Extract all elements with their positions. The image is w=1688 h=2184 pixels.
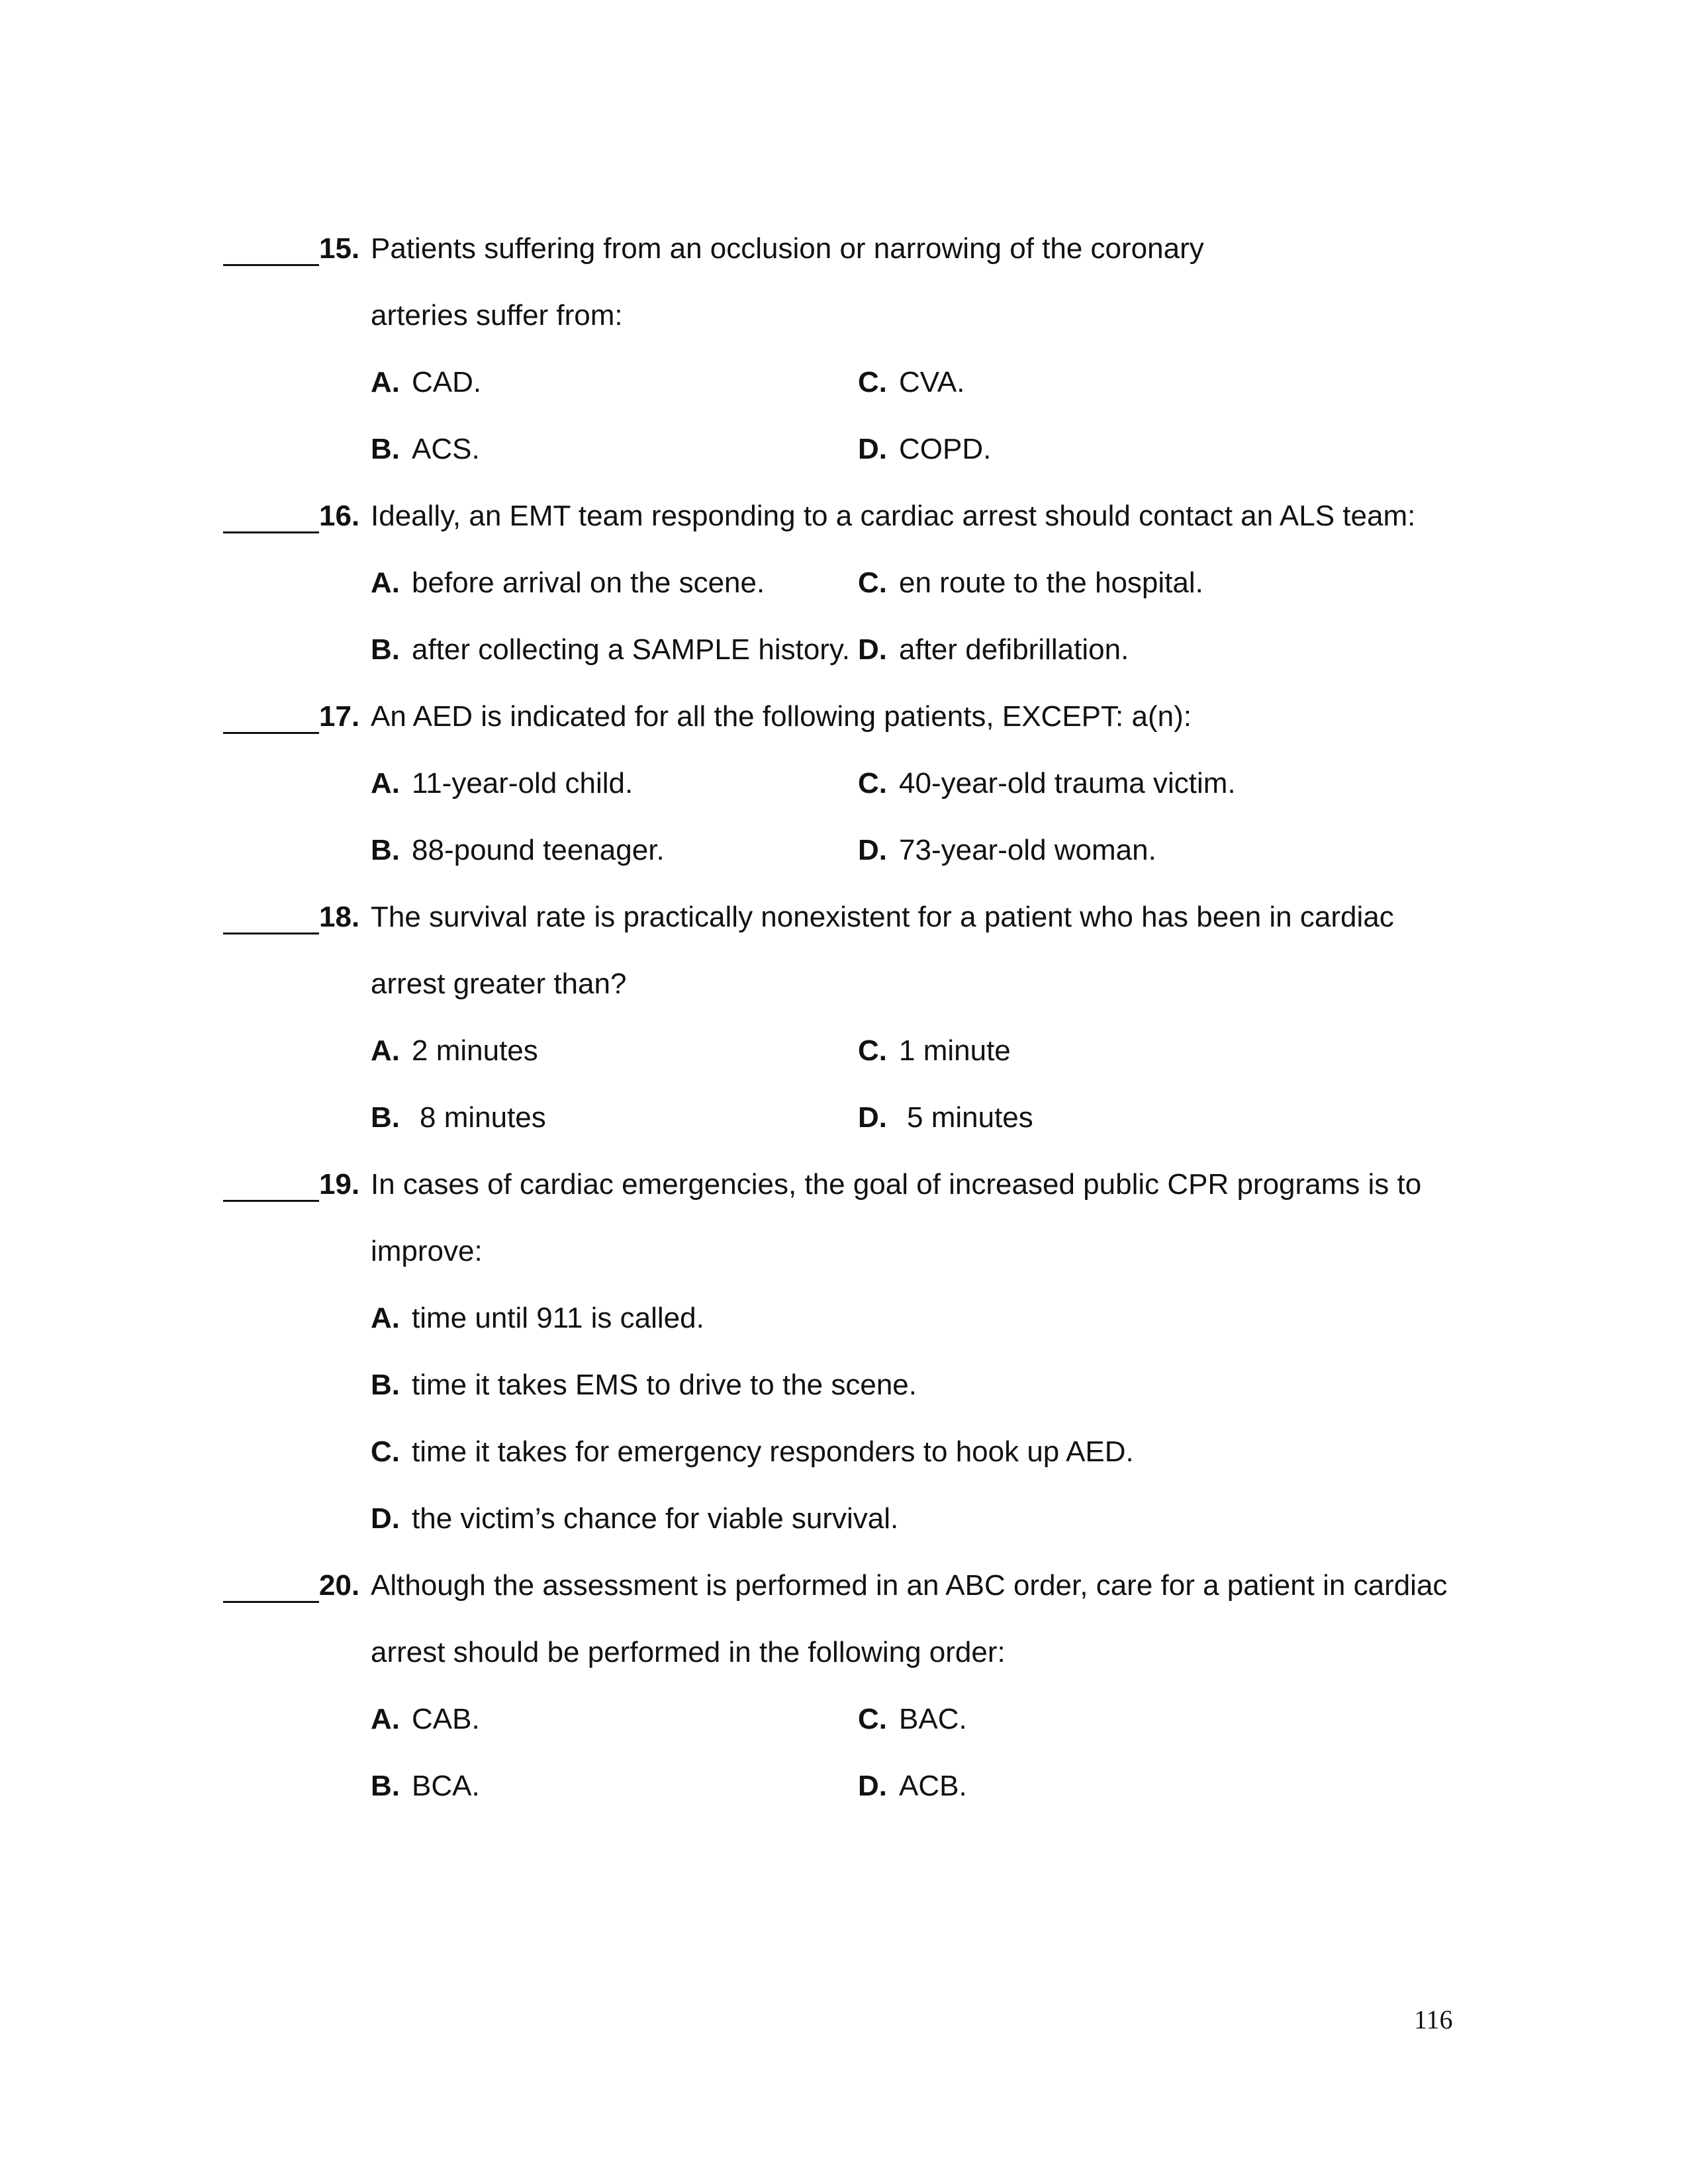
option-letter: D. (858, 834, 887, 866)
option-letter: D. (858, 433, 887, 465)
option-text: before arrival on the scene. (412, 567, 765, 599)
option-letter: D. (371, 1502, 400, 1535)
question-19-option-b (371, 1352, 917, 1418)
question-number-19: 19. (319, 1168, 360, 1201)
option-text: BCA. (412, 1770, 480, 1802)
question-16-option-a (371, 550, 765, 616)
option-letter: D. (858, 1101, 887, 1134)
answer-blank-20[interactable] (223, 1553, 319, 1619)
question-17-option-b (371, 817, 665, 884)
answer-blank-15[interactable] (223, 216, 319, 282)
option-letter: C. (371, 1435, 400, 1468)
option-text: COPD. (899, 433, 992, 465)
question-18-text-line-2: arrest greater than? (371, 968, 627, 1000)
option-letter: B. (371, 1369, 400, 1401)
option-text: time it takes EMS to drive to the scene. (412, 1369, 917, 1401)
question-20-option-d (858, 1753, 967, 1819)
question-number-18: 18. (319, 901, 360, 933)
question-19-option-c (371, 1419, 1134, 1485)
option-letter: D. (858, 633, 887, 666)
option-letter: C. (858, 567, 887, 599)
option-text: 2 minutes (412, 1034, 538, 1067)
question-20-text-line-1: Although the assessment is performed in an ABC order, care for a patient in cardiac (371, 1569, 1448, 1602)
option-letter: C. (858, 1703, 887, 1735)
question-16-text-line-1: Ideally, an EMT team responding to a cardiac arrest should contact an ALS team: (371, 500, 1416, 532)
option-letter: A. (371, 1703, 400, 1735)
option-text: time until 911 is called. (412, 1302, 704, 1334)
question-number-16: 16. (319, 500, 360, 532)
option-letter: B. (371, 834, 400, 866)
question-15-option-d (858, 416, 991, 482)
question-18-option-b (371, 1085, 546, 1151)
question-19-text-line-1: In cases of cardiac emergencies, the goal of increased public CPR programs is to (371, 1168, 1422, 1201)
option-letter: A. (371, 366, 400, 398)
question-18-text-line-1: The survival rate is practically nonexistent for a patient who has been in cardiac (371, 901, 1394, 933)
question-19-text-line-2: improve: (371, 1235, 483, 1267)
question-16-option-b (371, 617, 850, 683)
option-text: 73-year-old woman. (899, 834, 1156, 866)
question-16-option-d (858, 617, 1129, 683)
question-17-text-line-1: An AED is indicated for all the following patients, EXCEPT: a(n): (371, 700, 1192, 733)
question-17-option-d (858, 817, 1156, 884)
option-text: CAD. (412, 366, 482, 398)
option-text: CAB. (412, 1703, 480, 1735)
option-letter: B. (371, 1101, 400, 1134)
option-letter: B. (371, 633, 400, 666)
option-letter: A. (371, 1034, 400, 1067)
option-text: 11-year-old child. (412, 767, 633, 799)
option-text: after defibrillation. (899, 633, 1129, 666)
option-letter: D. (858, 1770, 887, 1802)
option-text: 40-year-old trauma victim. (899, 767, 1236, 799)
answer-blank-17[interactable] (223, 684, 319, 750)
option-text: 1 minute (899, 1034, 1011, 1067)
page-number: 116 (1414, 2005, 1453, 2034)
question-20-option-c (858, 1686, 967, 1752)
question-18-option-a (371, 1018, 538, 1084)
option-letter: C. (858, 1034, 887, 1067)
option-letter: B. (371, 1770, 400, 1802)
option-letter: B. (371, 433, 400, 465)
question-number-17: 17. (319, 700, 360, 733)
question-17-option-c (858, 751, 1236, 817)
option-text: en route to the hospital. (899, 567, 1203, 599)
option-text: ACS. (412, 433, 480, 465)
answer-blank-16[interactable] (223, 483, 319, 549)
question-20-option-a (371, 1686, 480, 1752)
question-15-text-line-2: arteries suffer from: (371, 299, 623, 332)
question-15-text-line-1: Patients suffering from an occlusion or narrowing of the coronary (371, 232, 1204, 265)
option-text: ACB. (899, 1770, 967, 1802)
question-number-15: 15. (319, 232, 360, 265)
option-text: after collecting a SAMPLE history. (412, 633, 850, 666)
question-16-option-c (858, 550, 1203, 616)
option-letter: A. (371, 767, 400, 799)
option-letter: A. (371, 567, 400, 599)
option-text: BAC. (899, 1703, 967, 1735)
option-text: 8 minutes (420, 1101, 546, 1134)
question-20-text-line-2: arrest should be performed in the following order: (371, 1636, 1006, 1668)
question-18-option-d (858, 1085, 1033, 1151)
option-text: time it takes for emergency responders to hook up AED. (412, 1435, 1134, 1468)
question-20-option-b (371, 1753, 480, 1819)
question-17-option-a (371, 751, 633, 817)
option-letter: C. (858, 767, 887, 799)
answer-blank-18[interactable] (223, 884, 319, 950)
question-18-option-c (858, 1018, 1011, 1084)
question-15-option-c (858, 349, 964, 416)
question-15-option-b (371, 416, 480, 482)
option-text: 88-pound teenager. (412, 834, 665, 866)
option-letter: C. (858, 366, 887, 398)
option-text: 5 minutes (907, 1101, 1033, 1134)
question-19-option-d (371, 1486, 898, 1552)
question-number-20: 20. (319, 1569, 360, 1602)
option-text: the victim’s chance for viable survival. (412, 1502, 899, 1535)
option-letter: A. (371, 1302, 400, 1334)
question-15-option-a (371, 349, 481, 416)
answer-blank-19[interactable] (223, 1152, 319, 1218)
question-19-option-a (371, 1285, 704, 1351)
option-text: CVA. (899, 366, 965, 398)
